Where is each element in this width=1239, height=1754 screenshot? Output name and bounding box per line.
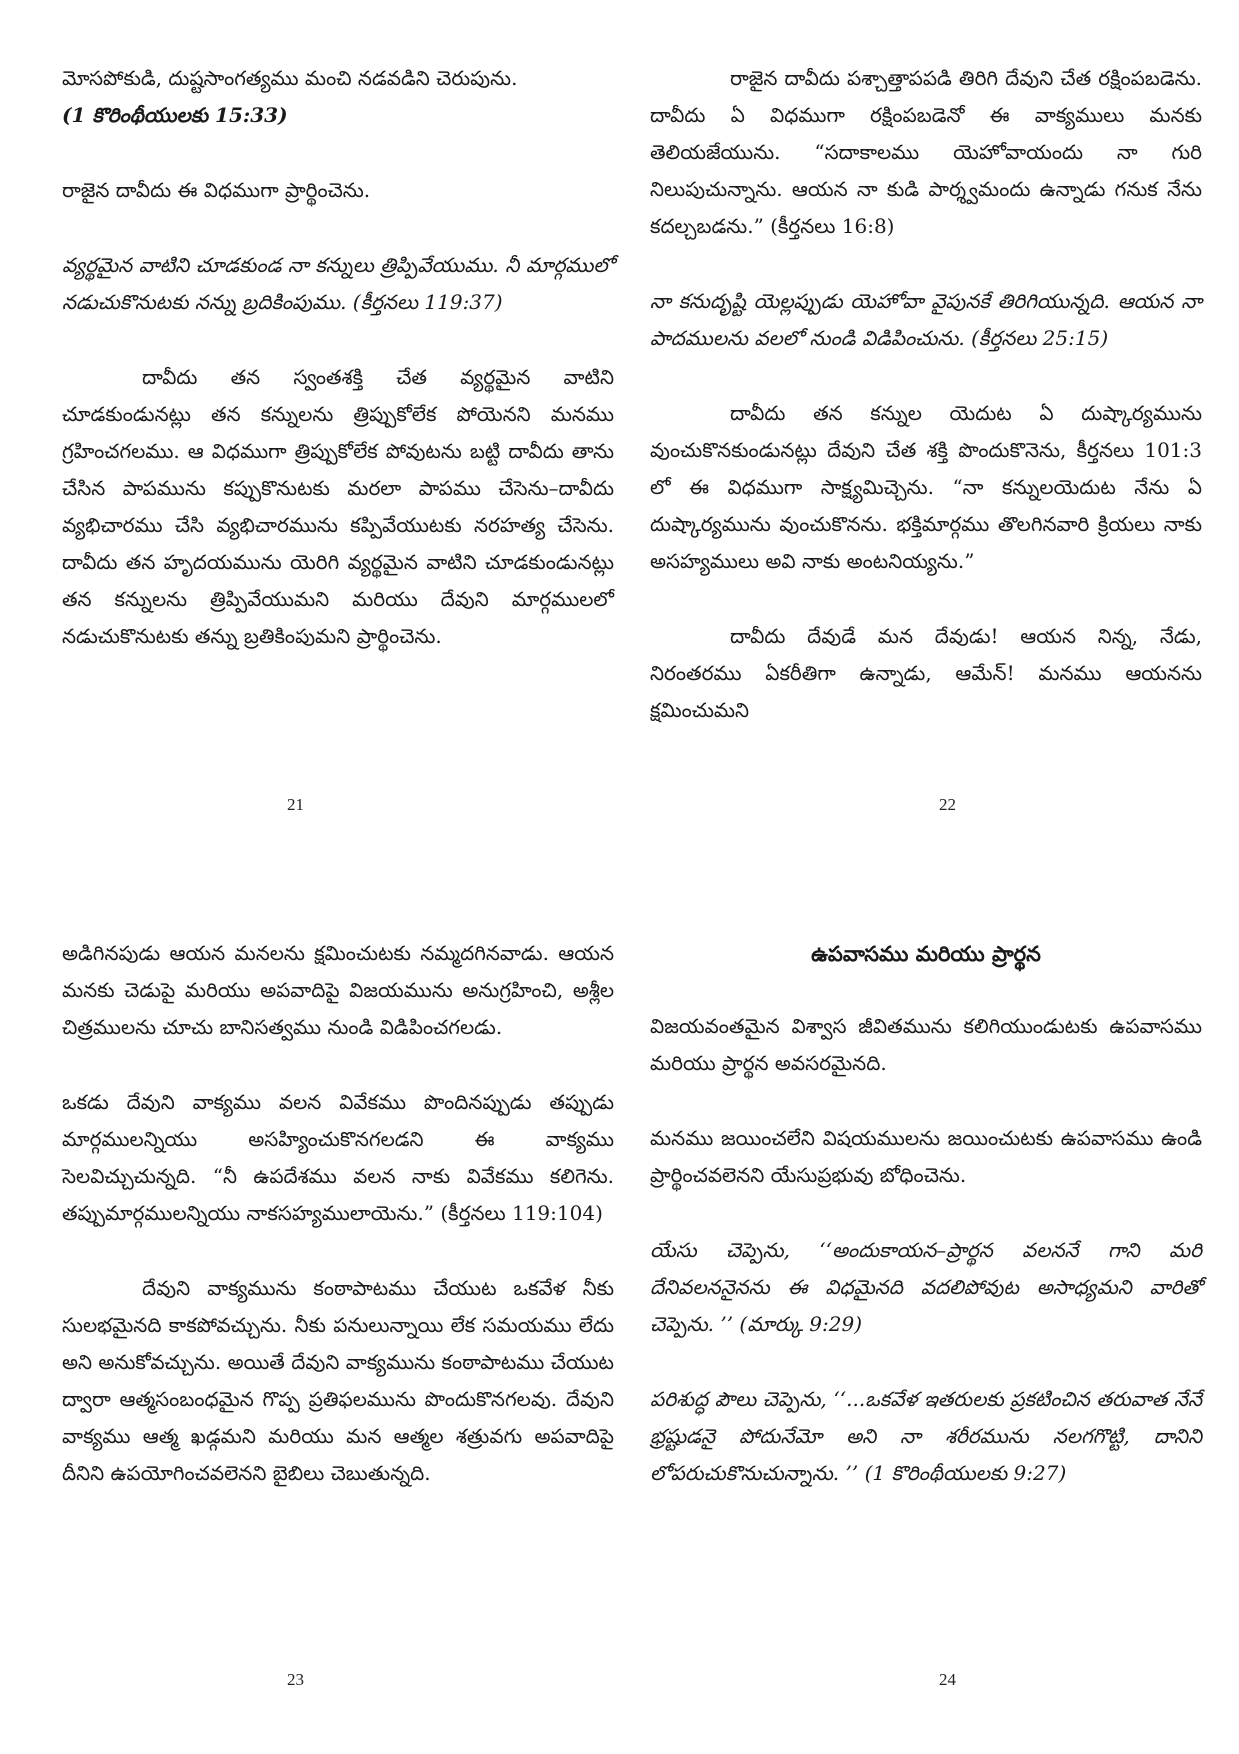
paragraph: దావీదు దేవుడే మన దేవుడు! ఆయన నిన్న, నేడు, నిరంతరము ఏకరీతిగా ఉన్నాడు, ఆమేన్! మనము ఆయనను క్షమించుమని — [650, 624, 1202, 722]
scripture-quote: నా కనుదృష్టి యెల్లప్పుడు యెహోవా వైపునకే తిరిగియున్నది. ఆయన నా పాదములను వలలో నుండి విడిపించును. (కీర్తనలు 25:15) — [650, 289, 1202, 350]
page-24 — [650, 935, 1202, 1522]
scripture-quote: యేసు చెప్పెను, ‘‘అందుకాయన–ప్రార్థన వలననే గాని మరి దేనివలననైనను ఈ విధమైనది వదలిపోవుట అసాధ్యమని వారితో చెప్పెను. ’’ (మార్కు 9:29) — [650, 1238, 1202, 1336]
page-number: 24 — [939, 1670, 956, 1689]
paragraph: దావీదు తన కన్నుల యెదుట ఏ దుష్కార్యమును వుంచుకొనకుండునట్లు దేవుని చేత శక్తి పొందుకొనెను, కీర్తనలు 101:3 లో ఈ విధముగా సాక్ష్యమిచ్చెను. “నా కన్నులయెదుట నేను ఏ దుష్కార్యమును వుంచుకొనను. భక్తిమార్గము తొలగినవారి క్రియలు నాకు అసహ్యములు అవి నాకు అంటనియ్యను.” — [650, 401, 1202, 573]
paragraph: మోసపోకుడి, దుష్టసాంగత్యము మంచి నడవడిని చెరుపును. — [62, 66, 518, 90]
paragraph: విజయవంతమైన విశ్వాస జీవితమును కలిగియుండుటకు ఉపవాసము మరియు ప్రార్థన అవసరమైనది. — [650, 1014, 1202, 1075]
paragraph: మనము జయించలేని విషయములను జయించుటకు ఉపవాసము ఉండి ప్రార్థించవలెనని యేసుప్రభువు బోధించెను. — [650, 1126, 1202, 1187]
page-number: 23 — [287, 1670, 304, 1689]
paragraph: దావీదు తన స్వంతశక్తి చేత వ్యర్థమైన వాటిని చూడకుండునట్లు తన కన్నులను త్రిప్పుకోలేక పోయెనని మనము గ్రహించగలము. ఆ విధముగా త్రిప్పుకోలేక పోవుటను బట్టి దావీదు తాను చేసిన పాపమును కప్పుకొనుటకు మరలా పాపము చేసెను–దావీదు వ్యభిచారము చేసి వ్యభిచారమును కప్పివేయుటకు నరహత్య చేసెను. దావీదు తన హృదయమును యెరిగి వ్యర్థమైన వాటిని చూడకుండునట్లు తన కన్నులను త్రిప్పివేయుమని మరియు దేవుని మార్గములలో నడుచుకొనుటకు తన్ను బ్రతికింపుమని ప్రార్థించెను. — [62, 365, 614, 648]
page-22 — [650, 60, 1202, 759]
paragraph: రాజైన దావీదు పశ్చాత్తాపపడి తిరిగి దేవుని చేత రక్షింపబడెను. దావీదు ఏ విధముగా రక్షింపబడెనో ఈ వాక్యములు మనకు తెలియజేయును. “సదాకాలము యెహోవాయందు నా గురి నిలుపుచున్నాను. ఆయన నా కుడి పార్శ్వమందు ఉన్నాడు గనుక నేను కదల్చబడను.” (కీర్తనలు 16:8) — [650, 66, 1202, 238]
section-heading: ఉపవాసము మరియు ప్రార్థన — [811, 941, 1041, 966]
page-number: 22 — [939, 795, 956, 814]
paragraph: రాజైన దావీదు ఈ విధముగా ప్రార్థించెను. — [62, 178, 371, 202]
paragraph: ఒకడు దేవుని వాక్యము వలన వివేకము పొందినప్పుడు తప్పుడు మార్గములన్నియు అసహ్యించుకొనగలడని ఈ వాక్యము సెలవిచ్చుచున్నది. “నీ ఉపదేశము వలన నాకు వివేకము కలిగెను. తప్పుమార్గములన్నియు నాకసహ్యములాయెను.” (కీర్తనలు 119:104) — [62, 1090, 614, 1225]
page-21 — [62, 60, 614, 685]
paragraph: దేవుని వాక్యమును కంఠాపాటము చేయుట ఒకవేళ నీకు సులభమైనది కాకపోవచ్చును. నీకు పనులున్నాయి లేక సమయము లేదు అని అనుకోవచ్చును. అయితే దేవుని వాక్యమును కంఠాపాటము చేయుట ద్వారా ఆత్మసంబంధమైన గొప్ప ప్రతిఫలమును పొందుకొనగలవు. దేవుని వాక్యము ఆత్మ ఖడ్గమని మరియు మన ఆత్మల శత్రువగు అపవాదిపై దీనిని ఉపయోగించవలెనని బైబిలు చెబుతున్నది. — [62, 1276, 614, 1485]
page-23 — [62, 935, 614, 1522]
scripture-quote: వ్యర్థమైన వాటిని చూడకుండ నా కన్నులు త్రిప్పివేయుము. నీ మార్గములో నడుచుకొనుటకు నన్ను బ్రదికింపుము. (కీర్తనలు 119:37) — [62, 253, 614, 314]
page-number: 21 — [287, 795, 304, 814]
scripture-quote: పరిశుద్ధ పౌలు చెప్పెను, ‘‘...ఒకవేళ ఇతరులకు ప్రకటించిన తరువాత నేనే భ్రష్టుడనై పోదునేమో అని నా శరీరమును నలగగొట్టి, దానిని లోపరుచుకొనుచున్నాను. ’’ (1 కొరింథీయులకు 9:27) — [650, 1387, 1202, 1485]
scripture-reference: (1 కొరింథీయులకు 15:33) — [62, 103, 288, 127]
paragraph: అడిగినపుడు ఆయన మనలను క్షమించుటకు నమ్మదగినవాడు. ఆయన మనకు చెడుపై మరియు అపవాదిపై విజయమును అనుగ్రహించి, అశ్లీల చిత్రములను చూచు బానిసత్వము నుండి విడిపించగలడు. — [62, 941, 614, 1039]
